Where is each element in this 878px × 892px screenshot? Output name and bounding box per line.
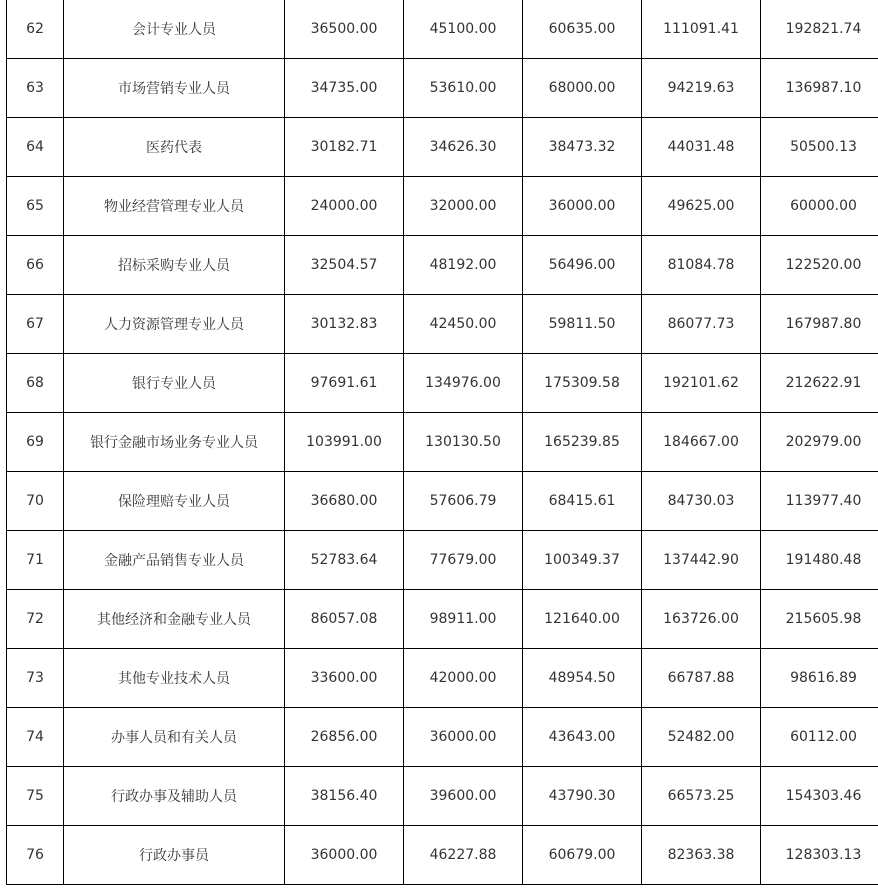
value-cell-1: 34735.00 (285, 59, 404, 118)
table-row (7, 118, 878, 177)
value-cell-3: 43643.00 (523, 708, 642, 767)
value-cell-4: 66573.25 (642, 767, 761, 826)
occupation-cell: 金融产品销售专业人员 (64, 531, 285, 590)
value-cell-3: 56496.00 (523, 236, 642, 295)
value-cell-5: 60000.00 (761, 177, 878, 236)
occupation-cell: 行政办事及辅助人员 (64, 767, 285, 826)
table-row (7, 236, 878, 295)
value-cell-5: 60112.00 (761, 708, 878, 767)
value-cell-5: 192821.74 (761, 0, 878, 59)
value-cell-1: 24000.00 (285, 177, 404, 236)
occupation-cell: 办事人员和有关人员 (64, 708, 285, 767)
row-number-cell: 74 (7, 708, 64, 767)
value-cell-4: 66787.88 (642, 649, 761, 708)
row-number-cell: 68 (7, 354, 64, 413)
value-cell-3: 100349.37 (523, 531, 642, 590)
table-row (7, 0, 878, 59)
value-cell-4: 86077.73 (642, 295, 761, 354)
occupation-cell: 银行专业人员 (64, 354, 285, 413)
value-cell-2: 39600.00 (404, 767, 523, 826)
value-cell-3: 48954.50 (523, 649, 642, 708)
value-cell-2: 98911.00 (404, 590, 523, 649)
value-cell-4: 49625.00 (642, 177, 761, 236)
table-row (7, 590, 878, 649)
row-number-cell: 70 (7, 472, 64, 531)
value-cell-4: 52482.00 (642, 708, 761, 767)
value-cell-5: 128303.13 (761, 826, 878, 885)
value-cell-2: 53610.00 (404, 59, 523, 118)
value-cell-3: 60635.00 (523, 0, 642, 59)
row-number-cell: 75 (7, 767, 64, 826)
value-cell-3: 68415.61 (523, 472, 642, 531)
occupation-cell: 市场营销专业人员 (64, 59, 285, 118)
value-cell-2: 34626.30 (404, 118, 523, 177)
value-cell-1: 38156.40 (285, 767, 404, 826)
value-cell-4: 137442.90 (642, 531, 761, 590)
value-cell-5: 113977.40 (761, 472, 878, 531)
value-cell-1: 86057.08 (285, 590, 404, 649)
value-cell-1: 26856.00 (285, 708, 404, 767)
value-cell-4: 184667.00 (642, 413, 761, 472)
value-cell-5: 191480.48 (761, 531, 878, 590)
value-cell-5: 122520.00 (761, 236, 878, 295)
value-cell-5: 50500.13 (761, 118, 878, 177)
occupation-cell: 其他专业技术人员 (64, 649, 285, 708)
table-row (7, 649, 878, 708)
value-cell-5: 154303.46 (761, 767, 878, 826)
value-cell-3: 59811.50 (523, 295, 642, 354)
salary-table (6, 0, 878, 885)
value-cell-1: 30132.83 (285, 295, 404, 354)
occupation-cell: 行政办事员 (64, 826, 285, 885)
occupation-cell: 招标采购专业人员 (64, 236, 285, 295)
row-number-cell: 62 (7, 0, 64, 59)
value-cell-4: 94219.63 (642, 59, 761, 118)
row-number-cell: 64 (7, 118, 64, 177)
value-cell-2: 32000.00 (404, 177, 523, 236)
value-cell-1: 36000.00 (285, 826, 404, 885)
row-number-cell: 69 (7, 413, 64, 472)
value-cell-5: 215605.98 (761, 590, 878, 649)
value-cell-4: 192101.62 (642, 354, 761, 413)
value-cell-5: 202979.00 (761, 413, 878, 472)
value-cell-1: 103991.00 (285, 413, 404, 472)
occupation-cell: 会计专业人员 (64, 0, 285, 59)
table-row (7, 826, 878, 885)
row-number-cell: 72 (7, 590, 64, 649)
table-row (7, 472, 878, 531)
value-cell-1: 33600.00 (285, 649, 404, 708)
value-cell-1: 30182.71 (285, 118, 404, 177)
value-cell-2: 134976.00 (404, 354, 523, 413)
value-cell-3: 60679.00 (523, 826, 642, 885)
value-cell-2: 42000.00 (404, 649, 523, 708)
value-cell-5: 167987.80 (761, 295, 878, 354)
occupation-cell: 保险理赔专业人员 (64, 472, 285, 531)
row-number-cell: 67 (7, 295, 64, 354)
table-row (7, 413, 878, 472)
value-cell-3: 175309.58 (523, 354, 642, 413)
value-cell-4: 111091.41 (642, 0, 761, 59)
value-cell-2: 46227.88 (404, 826, 523, 885)
table-row (7, 177, 878, 236)
value-cell-1: 52783.64 (285, 531, 404, 590)
value-cell-1: 36500.00 (285, 0, 404, 59)
value-cell-5: 136987.10 (761, 59, 878, 118)
occupation-cell: 人力资源管理专业人员 (64, 295, 285, 354)
value-cell-4: 82363.38 (642, 826, 761, 885)
table-row (7, 295, 878, 354)
value-cell-1: 36680.00 (285, 472, 404, 531)
value-cell-2: 77679.00 (404, 531, 523, 590)
occupation-cell: 医药代表 (64, 118, 285, 177)
table-body (7, 0, 878, 885)
value-cell-1: 32504.57 (285, 236, 404, 295)
occupation-cell: 其他经济和金融专业人员 (64, 590, 285, 649)
table-row (7, 59, 878, 118)
occupation-cell: 银行金融市场业务专业人员 (64, 413, 285, 472)
value-cell-4: 44031.48 (642, 118, 761, 177)
value-cell-3: 43790.30 (523, 767, 642, 826)
value-cell-3: 68000.00 (523, 59, 642, 118)
value-cell-2: 48192.00 (404, 236, 523, 295)
value-cell-2: 36000.00 (404, 708, 523, 767)
value-cell-3: 38473.32 (523, 118, 642, 177)
value-cell-2: 130130.50 (404, 413, 523, 472)
row-number-cell: 71 (7, 531, 64, 590)
value-cell-5: 212622.91 (761, 354, 878, 413)
value-cell-3: 165239.85 (523, 413, 642, 472)
row-number-cell: 63 (7, 59, 64, 118)
row-number-cell: 73 (7, 649, 64, 708)
value-cell-3: 36000.00 (523, 177, 642, 236)
table-row (7, 531, 878, 590)
table-row (7, 767, 878, 826)
row-number-cell: 76 (7, 826, 64, 885)
row-number-cell: 66 (7, 236, 64, 295)
value-cell-4: 81084.78 (642, 236, 761, 295)
value-cell-4: 163726.00 (642, 590, 761, 649)
value-cell-5: 98616.89 (761, 649, 878, 708)
value-cell-2: 42450.00 (404, 295, 523, 354)
value-cell-1: 97691.61 (285, 354, 404, 413)
value-cell-3: 121640.00 (523, 590, 642, 649)
occupation-cell: 物业经营管理专业人员 (64, 177, 285, 236)
row-number-cell: 65 (7, 177, 64, 236)
value-cell-4: 84730.03 (642, 472, 761, 531)
table-row (7, 354, 878, 413)
table-row (7, 708, 878, 767)
value-cell-2: 45100.00 (404, 0, 523, 59)
value-cell-2: 57606.79 (404, 472, 523, 531)
